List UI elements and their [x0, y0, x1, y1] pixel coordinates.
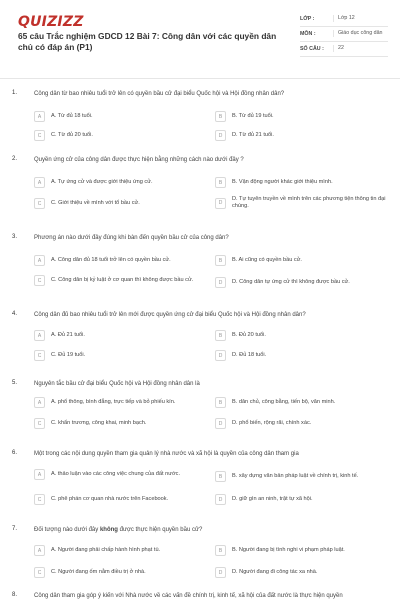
- option-a[interactable]: [34, 177, 212, 188]
- meta-label: SỐ CÂU :: [300, 46, 324, 52]
- option-letter-box: C: [34, 198, 45, 209]
- option-letter-box: C: [34, 130, 45, 141]
- option-letter-box: D: [215, 350, 226, 361]
- quiz-meta-panel: [300, 12, 388, 57]
- option-text: A. Từ đủ 18 tuổi.: [51, 113, 93, 119]
- option-d[interactable]: [215, 418, 390, 429]
- option-letter-box: B: [215, 330, 226, 341]
- option-text: D. phổ biến, rộng rãi, chính xác.: [232, 420, 312, 426]
- option-letter-box: C: [34, 275, 45, 286]
- option-d[interactable]: [215, 567, 390, 578]
- option-letter-box: B: [215, 397, 226, 408]
- meta-row-class: [300, 12, 388, 27]
- option-text: C. khẩn trương, công khai, minh bạch.: [51, 420, 147, 426]
- option-text: B. Người đang bị tình nghi vi phạm pháp luật.: [232, 547, 345, 553]
- option-c[interactable]: [34, 198, 212, 209]
- option-b[interactable]: [215, 255, 390, 266]
- meta-value: Giáo dục công dân: [333, 30, 382, 37]
- option-a[interactable]: [34, 111, 212, 122]
- question-text: Công dân đủ bao nhiêu tuổi trở lên mới được quyền ứng cử đại biểu Quốc hội và Hội đồng nhân dân?: [34, 312, 306, 318]
- question-text: [34, 526, 384, 534]
- option-c[interactable]: [34, 567, 212, 578]
- option-letter-box: A: [34, 545, 45, 556]
- option-d[interactable]: [215, 130, 390, 141]
- option-letter-box: A: [34, 469, 45, 480]
- option-text: C. Người đang ốm nằm điều trị ở nhà.: [51, 569, 146, 575]
- option-text: C. phê phán cơ quan nhà nước trên Facebook.: [51, 496, 169, 502]
- option-b[interactable]: [215, 330, 390, 341]
- option-letter-box: A: [34, 255, 45, 266]
- question-number: 3.: [12, 234, 18, 240]
- option-d[interactable]: [215, 350, 390, 361]
- option-c[interactable]: [34, 418, 212, 429]
- option-c[interactable]: [34, 275, 212, 286]
- option-letter-box: D: [215, 418, 226, 429]
- option-letter-box: C: [34, 418, 45, 429]
- option-b[interactable]: [215, 471, 390, 482]
- meta-value: 22: [333, 45, 344, 52]
- option-b[interactable]: [215, 111, 390, 122]
- question-number: 6.: [12, 450, 18, 456]
- meta-row-question-count: [300, 42, 388, 57]
- option-text: B. Ai cũng có quyền bầu cử.: [232, 257, 302, 263]
- meta-value: Lớp 12: [333, 15, 355, 22]
- option-letter-box: A: [34, 330, 45, 341]
- option-d[interactable]: [215, 196, 390, 210]
- option-text: A. Người đang phải chấp hành hình phạt tù.: [51, 547, 161, 553]
- option-text: D. Người đang đi công tác xa nhà.: [232, 569, 318, 575]
- option-letter-box: D: [215, 277, 226, 288]
- meta-label: LỚP :: [300, 16, 315, 22]
- question-text: Quyền ứng cử của công dân được thực hiện bằng những cách nào dưới đây ?: [34, 157, 244, 163]
- option-text: A. Công dân đủ 18 tuổi trở lên có quyền bầu cử.: [51, 257, 171, 263]
- question-text: Một trong các nội dung quyền tham gia quản lý nhà nước và xã hội là quyền của công dân tham gia: [34, 451, 299, 457]
- option-text: A. Đủ 21 tuổi.: [51, 332, 85, 338]
- option-letter-box: B: [215, 111, 226, 122]
- option-letter-box: C: [34, 494, 45, 505]
- question-number: 1.: [12, 90, 18, 96]
- option-text: B. Vận động người khác giới thiệu mình.: [232, 179, 333, 185]
- question-text-part: được thực hiện quyền bầu cử?: [117, 527, 203, 533]
- option-text: B. xây dựng văn bản pháp luật về chính trị, kinh tế.: [232, 473, 359, 479]
- option-letter-box: A: [34, 111, 45, 122]
- option-text: A. thảo luận vào các công việc chung của đất nước.: [51, 471, 181, 477]
- question-number: 7.: [12, 526, 18, 532]
- quizizz-logo: QUIZIZZ: [18, 14, 84, 30]
- option-a[interactable]: [34, 397, 212, 408]
- option-letter-box: C: [34, 350, 45, 361]
- option-text: C. Từ đủ 20 tuổi.: [51, 132, 93, 138]
- option-a[interactable]: [34, 255, 212, 266]
- header-divider: [0, 78, 400, 79]
- option-letter-box: B: [215, 177, 226, 188]
- option-text: A. Tự ứng cử và được giới thiệu ứng cử.: [51, 179, 153, 185]
- question-text: Nguyên tắc bầu cử đại biểu Quốc hội và Hội đồng nhân dân là: [34, 381, 200, 387]
- option-text: D. Công dân tự ứng cử thì không được bầu cử.: [232, 279, 350, 285]
- meta-row-subject: [300, 27, 388, 42]
- question-text: Công dân tham gia góp ý kiến với Nhà nước về các vấn đề chính trị, kinh tế, xã hội của đất nước là thực hiện quyền: [34, 593, 343, 599]
- option-text: D. giữ gìn an ninh, trật tự xã hội.: [232, 496, 313, 502]
- option-a[interactable]: [34, 469, 212, 480]
- option-a[interactable]: [34, 545, 212, 556]
- option-text: C. Đủ 19 tuổi.: [51, 352, 86, 358]
- option-c[interactable]: [34, 350, 212, 361]
- question-text-part: Đối tượng nào dưới đây: [34, 527, 100, 533]
- option-letter-box: D: [215, 567, 226, 578]
- question-text-emphasis: không: [99, 527, 118, 533]
- option-d[interactable]: [215, 277, 390, 288]
- option-text: A. phổ thông, bình đẳng, trực tiếp và bỏ phiếu kín.: [51, 399, 176, 405]
- option-letter-box: A: [34, 177, 45, 188]
- option-text: B. Đủ 20 tuổi.: [232, 332, 266, 338]
- question-text: Công dân từ bao nhiêu tuổi trở lên có quyền bầu cử đại biểu Quốc hội và Hội đồng nhân dân?: [34, 91, 285, 97]
- option-text: B. dân chủ, công bằng, tiến bộ, văn minh.: [232, 399, 336, 405]
- option-letter-box: D: [215, 494, 226, 505]
- option-letter-box: B: [215, 545, 226, 556]
- option-letter-box: C: [34, 567, 45, 578]
- question-number: 2.: [12, 156, 18, 162]
- option-b[interactable]: [215, 545, 390, 556]
- option-text: B. Từ đủ 19 tuổi.: [232, 113, 274, 119]
- question-number: 8.: [12, 592, 18, 598]
- page-header: [0, 0, 400, 74]
- page-title: 65 câu Trắc nghiệm GDCD 12 Bài 7: Công dân với các quyền dân chủ có đáp án (P1): [18, 31, 277, 52]
- option-letter-box: B: [215, 471, 226, 482]
- option-letter-box: A: [34, 397, 45, 408]
- question-text: Phương án nào dưới đây đúng khi bàn đến quyền bầu cử của công dân?: [34, 235, 229, 241]
- option-c[interactable]: [34, 494, 212, 505]
- question-number: 5.: [12, 380, 18, 386]
- option-text: D. Tự tuyên truyền về mình trên các phương tiện thông tin đại chúng.: [232, 196, 386, 209]
- option-letter-box: D: [215, 130, 226, 141]
- option-letter-box: B: [215, 255, 226, 266]
- option-b[interactable]: [215, 397, 390, 408]
- option-text: C. Giới thiệu về mình với tổ bầu cử.: [51, 200, 140, 206]
- option-text: D. Từ đủ 21 tuổi.: [232, 132, 274, 138]
- option-letter-box: D: [215, 198, 226, 209]
- option-d[interactable]: [215, 494, 390, 505]
- option-c[interactable]: [34, 130, 212, 141]
- option-text: D. Đủ 18 tuổi.: [232, 352, 267, 358]
- option-text: C. Công dân bị kỷ luật ở cơ quan thì không được bầu cử.: [51, 277, 194, 283]
- option-b[interactable]: [215, 177, 390, 188]
- meta-label: MÔN :: [300, 31, 316, 37]
- question-number: 4.: [12, 311, 18, 317]
- option-a[interactable]: [34, 330, 212, 341]
